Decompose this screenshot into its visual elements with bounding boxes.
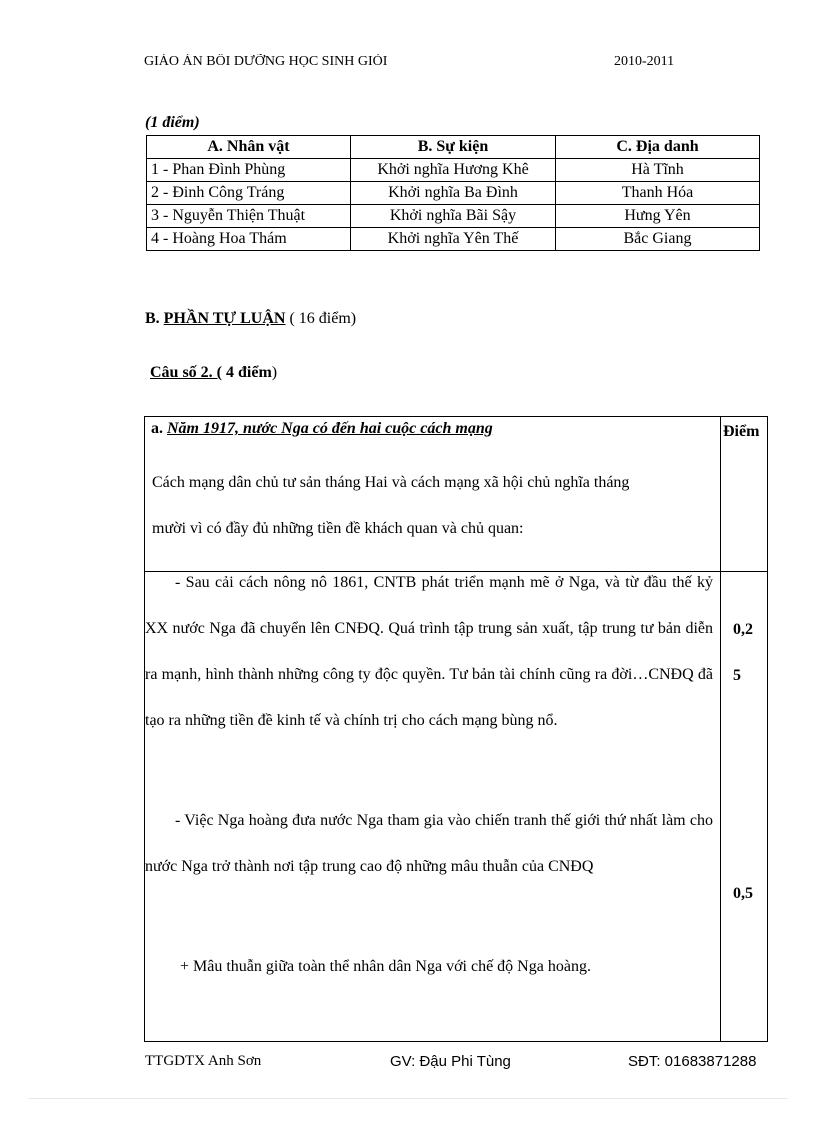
section-b-heading: [145, 310, 356, 328]
table-cell: 1 - Phan Đình Phùng: [147, 159, 351, 182]
answer-a-prefix: a.: [151, 420, 167, 437]
question-2-points: 4 điểm: [222, 364, 272, 381]
table-cell: 3 - Nguyễn Thiện Thuật: [147, 205, 351, 228]
section-b-title: PHẦN TỰ LUẬN: [163, 310, 286, 327]
column-header: C. Địa danh: [556, 136, 760, 159]
table-cell: Hà Tĩnh: [556, 159, 760, 182]
paragraph-war-premise: - Việc Nga hoàng đưa nước Nga tham gia vào chiến tranh thế giới thứ nhất làm cho nước Nga trở thành nơi tập trung cao độ những mâu thuẫn của CNĐQ: [145, 812, 713, 875]
footer-phone: SĐT: 01683871288: [628, 1053, 757, 1070]
table-row: [147, 182, 760, 205]
table-row: [147, 205, 760, 228]
table-header-row: [147, 136, 760, 159]
matching-table: [146, 135, 760, 251]
row-divider-score: [720, 571, 768, 572]
column-header: B. Sự kiện: [351, 136, 556, 159]
page-bottom-rule: [28, 1098, 788, 1099]
footer-teacher: GV: Đậu Phi Tùng: [390, 1053, 511, 1070]
table-cell: Khởi nghĩa Bãi Sậy: [351, 205, 556, 228]
answer-a-title: Năm 1917, nước Nga có đến hai cuộc cách mạng: [167, 420, 493, 437]
answer-table: [144, 416, 768, 1042]
table-row: [147, 159, 760, 182]
column-divider: [720, 417, 721, 1041]
table-cell: Khởi nghĩa Ba Đình: [351, 182, 556, 205]
question-2-heading: [150, 364, 277, 382]
score-para2: 0,5: [733, 885, 753, 902]
table-row: [147, 228, 760, 251]
score-para1-line2: 5: [733, 667, 741, 684]
question-2-label: Câu số 2. (: [150, 364, 223, 381]
score-para1-line1: 0,2: [733, 621, 753, 638]
section-b-prefix: B.: [145, 310, 164, 327]
answer-a-heading: [151, 406, 711, 452]
column-header: A. Nhân vật: [147, 136, 351, 159]
intro-line-2: mười vì có đầy đủ những tiền đề khách quan và chủ quan:: [152, 520, 524, 537]
page-header: [144, 54, 704, 68]
header-title: GIÁO ÁN BỒI DƯỠNG HỌC SINH GIỎI: [144, 54, 388, 68]
intro-line-1: Cách mạng dân chủ tư sản tháng Hai và cách mạng xã hội chủ nghĩa tháng: [152, 474, 630, 491]
score-column-header: Điểm: [723, 423, 760, 440]
score-note: (1 điểm): [145, 114, 200, 131]
question-2-close: ): [271, 364, 278, 381]
table-cell: Thanh Hóa: [556, 182, 760, 205]
table-cell: 4 - Hoàng Hoa Thám: [147, 228, 351, 251]
paragraph-contradiction: + Mâu thuẫn giữa toàn thể nhân dân Nga với chế độ Nga hoàng.: [180, 958, 591, 975]
paragraph-economic-premise: - Sau cải cách nông nô 1861, CNTB phát triển mạnh mẽ ở Nga, và từ đầu thế kỷ XX nước Nga đã chuyển lên CNĐQ. Quá trình tập trung sản xuất, tập trung tư bản diễn ra mạnh, hình thành những công ty độc quyền. Tư bản tài chính cũng ra đời…CNĐQ đã tạo ra những tiền đề kinh tế và chính trị cho cách mạng bùng nổ.: [145, 574, 713, 729]
table-cell: Bắc Giang: [556, 228, 760, 251]
section-b-points: ( 16 điểm): [285, 310, 357, 327]
table-cell: Khởi nghĩa Yên Thế: [351, 228, 556, 251]
table-cell: 2 - Đinh Công Tráng: [147, 182, 351, 205]
footer-center-name: TTGDTX Anh Sơn: [145, 1053, 262, 1069]
header-year: 2010-2011: [614, 54, 675, 68]
table-cell: Khởi nghĩa Hương Khê: [351, 159, 556, 182]
table-cell: Hưng Yên: [556, 205, 760, 228]
